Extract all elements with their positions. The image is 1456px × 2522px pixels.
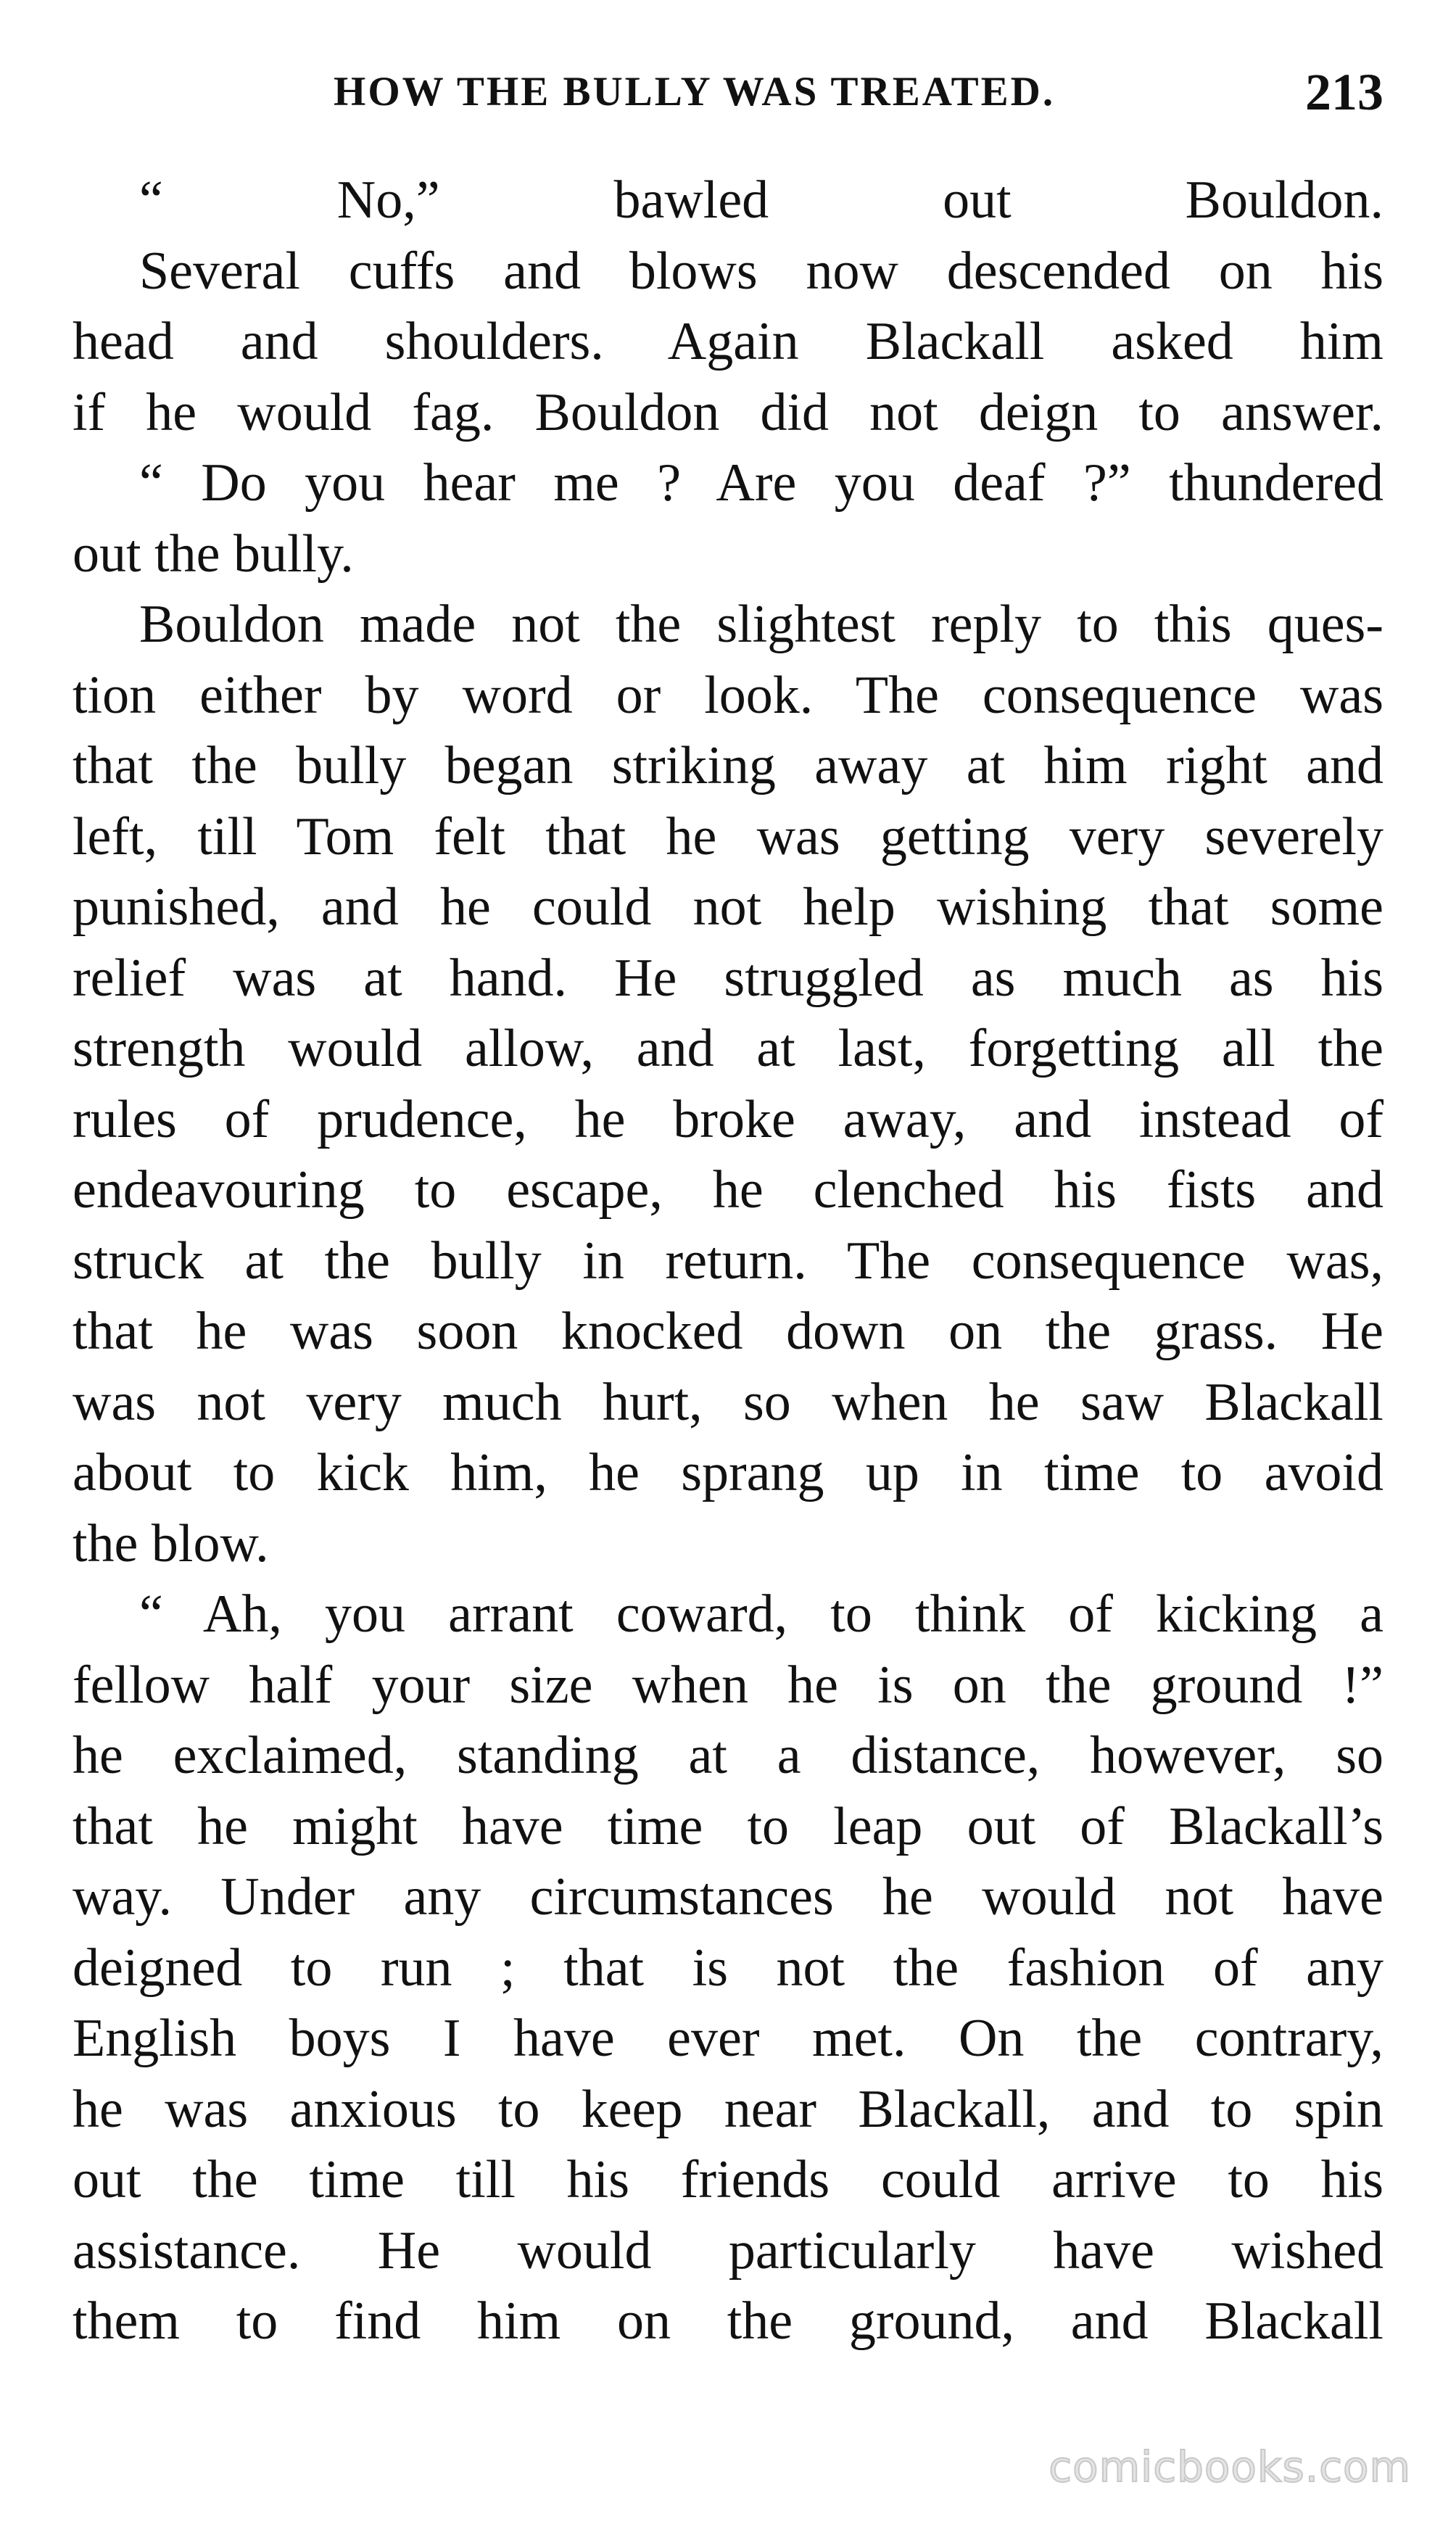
text-line: he was anxious to keep near Blackall, and to spin (73, 2079, 1383, 2139)
text-line: rules of prudence, he broke away, and instead of (73, 1089, 1383, 1149)
text-line: was not very much hurt, so when he saw Blackall (73, 1372, 1383, 1432)
text-line: left, till Tom felt that he was getting very severely (73, 806, 1383, 867)
body-text (73, 165, 1383, 2357)
text-line: Bouldon made not the slightest reply to this ques- (139, 595, 1383, 654)
text-line: if he would fag. Bouldon did not deign to answer. (73, 382, 1383, 442)
text-line: punished, and he could not help wishing that some (73, 877, 1383, 937)
text-line: that he might have time to leap out of Blackall’s (73, 1796, 1383, 1856)
text-line: fellow half your size when he is on the ground !” (73, 1655, 1383, 1715)
text-line: out the bully. (73, 524, 354, 584)
running-head: HOW THE BULLY WAS TREATED. (334, 69, 1056, 115)
text-line: “ No,” bawled out Bouldon. (139, 170, 1383, 230)
text-line: head and shoulders. Again Blackall asked him (73, 312, 1383, 371)
text-line: tion either by word or look. The consequence was (73, 665, 1383, 725)
page-number: 213 (1305, 63, 1383, 121)
watermark: comicbooks.com (1048, 2442, 1411, 2492)
text-line: deigned to run ; that is not the fashion of any (73, 1938, 1383, 1998)
text-line: endeavouring to escape, he clenched his fists and (73, 1160, 1383, 1220)
text-line: “ Do you hear me ? Are you deaf ?” thundered (139, 453, 1383, 513)
text-line: that the bully began striking away at him right and (73, 736, 1383, 795)
text-line: way. Under any circumstances he would not have (73, 1867, 1383, 1927)
text-line: out the time till his friends could arrive to his (73, 2150, 1383, 2209)
text-line: English boys I have ever met. On the contrary, (73, 2009, 1383, 2068)
text-line: the blow. (73, 1513, 269, 1574)
text-line: “ Ah, you arrant coward, to think of kicking a (139, 1584, 1383, 1644)
text-line: them to find him on the ground, and Blackall (73, 2291, 1383, 2351)
text-line: that he was soon knocked down on the grass. He (73, 1302, 1383, 1361)
text-line: he exclaimed, standing at a distance, however, so (73, 1726, 1383, 1785)
text-line: Several cuffs and blows now descended on his (139, 241, 1383, 301)
text-line: strength would allow, and at last, forgetting all the (73, 1019, 1383, 1078)
text-line: about to kick him, he sprang up in time to avoid (73, 1443, 1383, 1502)
text-line: relief was at hand. He struggled as much as his (73, 948, 1383, 1008)
text-line: assistance. He would particularly have wished (73, 2220, 1383, 2281)
text-line: struck at the bully in return. The consequence was, (73, 1231, 1383, 1291)
page-header (73, 62, 1383, 128)
